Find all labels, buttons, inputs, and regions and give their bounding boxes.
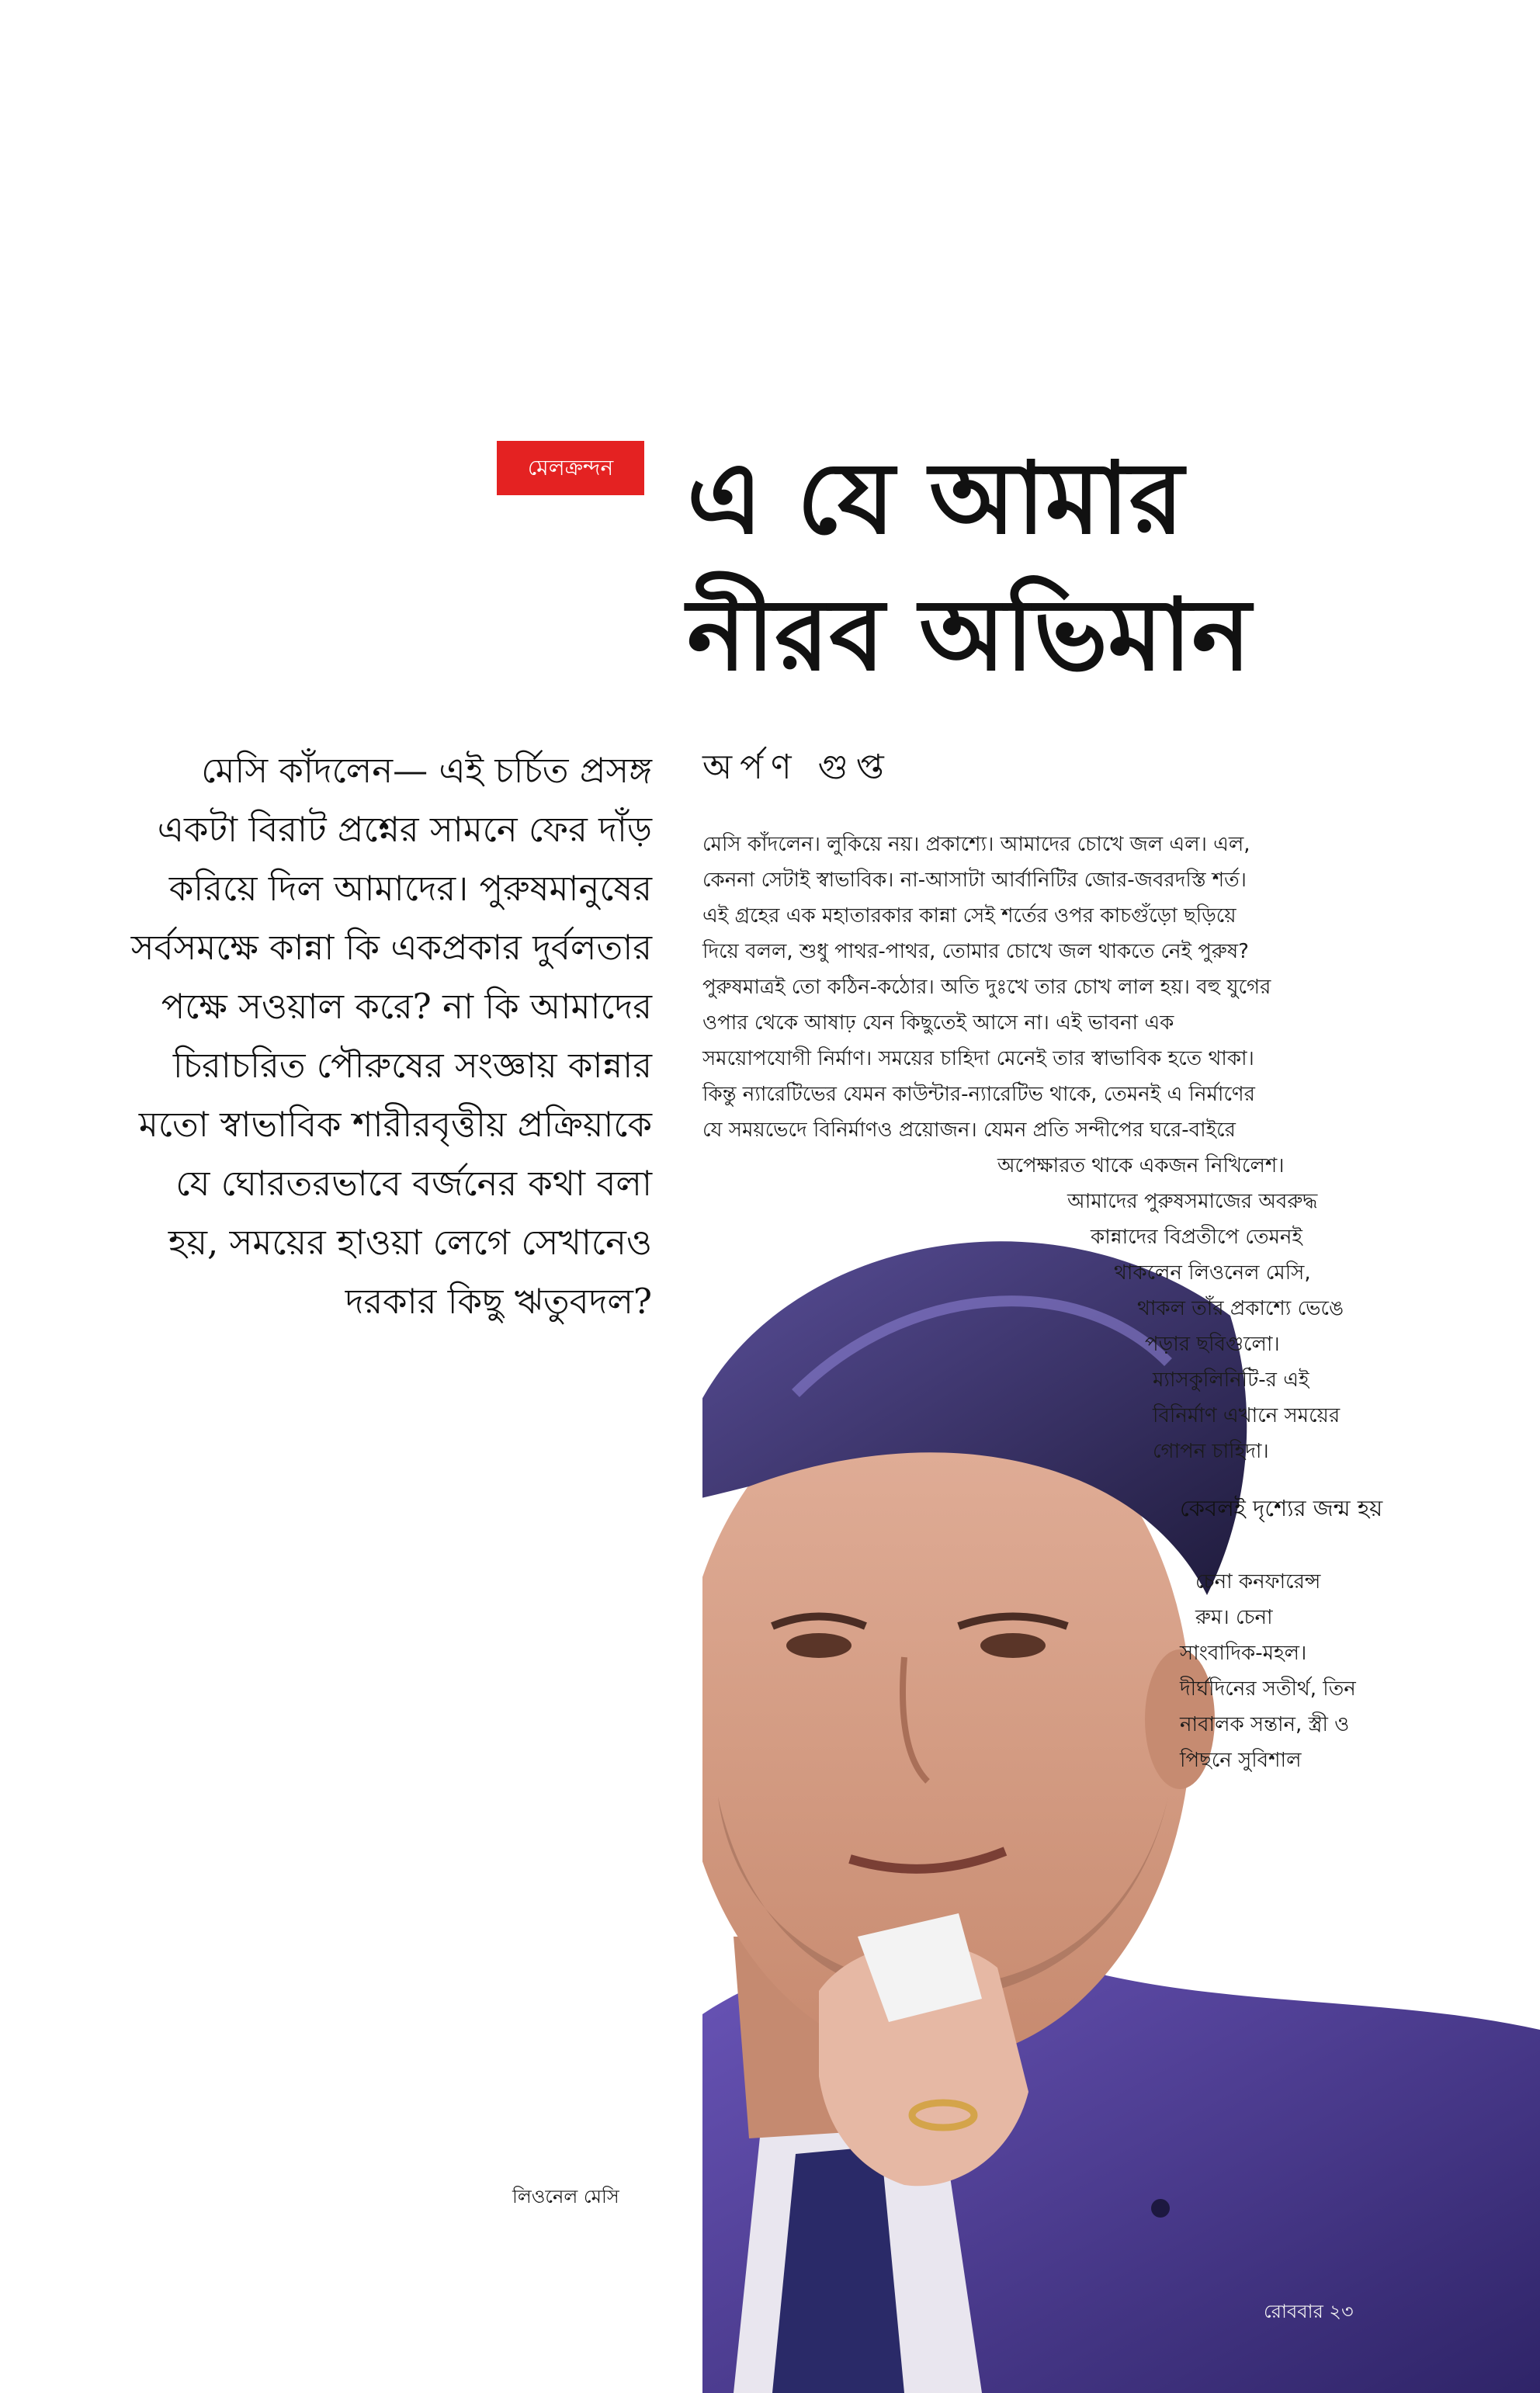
page-folio: রোববার ২৩: [1264, 2301, 1354, 2322]
body-line: পিছনে সুবিশাল: [1180, 1749, 1302, 1772]
body-line: মেসি কাঁদলেন। লুকিয়ে নয়। প্রকাশ্যে। আমাদের চোখে জল এল। এল,: [702, 833, 1250, 856]
body-line: ওপার থেকে আষাঢ় যেন কিছুতেই আসে না। এই ভাবনা এক: [702, 1011, 1174, 1035]
body-line: গোপন চাহিদা।: [1153, 1440, 1269, 1463]
photo-caption: লিওনেল মেসি: [512, 2186, 619, 2207]
body-line: পুরুষমাত্রই তো কঠিন-কঠোর। অতি দুঃখে তার চোখ লাল হয়। বহু যুগের: [702, 976, 1271, 999]
standfirst-quote: মেসি কাঁদলেন— এই চর্চিত প্রসঙ্গ একটা বিরাট প্রশ্নের সামনে ফের দাঁড় করিয়ে দিল আমাদের। পুরুষমানুষের সর্বসমক্ষে কান্না কি একপ্রকার দুর্বলতার পক্ষে সওয়াল করে? না কি আমাদের চিরাচরিত পৌরুষের সংজ্ঞায় কান্নার মতো স্বাভাবিক শারীরবৃত্তীয় প্রক্রিয়াকে যে ঘোরতরভাবে বর্জনের কথা বলা হয়, সময়ের হাওয়া লেগে সেখানেও দরকার কিছু ঋতুবদল?: [130, 750, 652, 1322]
body-line: থাকল তাঁর প্রকাশ্যে ভেঙে: [1137, 1297, 1344, 1320]
body-line: কিন্তু ন্যারেটিভের যেমন কাউন্টার-ন্যারেটিভ থাকে, তেমনই এ নির্মাণের: [702, 1083, 1255, 1106]
body-line: সাংবাদিক-মহল।: [1180, 1642, 1307, 1665]
body-line: চেনা কনফারেন্স: [1195, 1570, 1321, 1594]
body-text-continued: [1180, 1564, 1444, 1778]
body-line: দিয়ে বলল, শুধু পাথর-পাথর, তোমার চোখে জল থাকতে নেই পুরুষ?: [702, 940, 1249, 963]
section-tag: মেলক্রন্দন: [497, 441, 644, 495]
headline-line-2: নীরব অভিমান: [687, 577, 1251, 693]
headline: [687, 431, 1525, 704]
body-text: [702, 827, 1502, 1469]
body-line: নাবালক সন্তান, স্ত্রী ও: [1180, 1713, 1350, 1736]
body-line: থাকলেন লিওনেল মেসি,: [1114, 1261, 1311, 1285]
body-line: অপেক্ষারত থাকে একজন নিখিলেশ।: [997, 1154, 1285, 1177]
body-line: আমাদের পুরুষসমাজের অবরুদ্ধ: [1067, 1190, 1318, 1213]
subhead: কেবলই দৃশ্যের জন্ম হয়: [1180, 1495, 1383, 1521]
body-line: পড়ার ছবিগুলো।: [1145, 1333, 1280, 1356]
headline-line-1: এ যে আমার: [687, 441, 1184, 557]
body-line: ম্যাসকুলিনিটি-র এই: [1153, 1368, 1309, 1392]
body-line: রুম। চেনা: [1195, 1606, 1273, 1629]
body-line: এই গ্রহের এক মহাতারকার কান্না সেই শর্তের ওপর কাচগুঁড়ো ছড়িয়ে: [702, 904, 1237, 928]
author-byline: অর্পণ গুপ্ত: [702, 747, 892, 787]
body-line: দীর্ঘদিনের সতীর্থ, তিন: [1180, 1677, 1356, 1701]
body-line: সময়োপযোগী নির্মাণ। সময়ের চাহিদা মেনেই তার স্বাভাবিক হতে থাকা।: [702, 1047, 1254, 1070]
body-line: কান্নাদের বিপ্রতীপে তেমনই: [1091, 1226, 1302, 1249]
body-line: বিনির্মাণ এখানে সময়ের: [1153, 1404, 1341, 1427]
body-line: কেননা সেটাই স্বাভাবিক। না-আসাটা আর্বানিটির জোর-জবরদস্তি শর্ত।: [702, 869, 1247, 892]
body-line: যে সময়ভেদে বিনির্মাণও প্রয়োজন। যেমন প্রতি সন্দীপের ঘরে-বাইরে: [702, 1118, 1236, 1142]
